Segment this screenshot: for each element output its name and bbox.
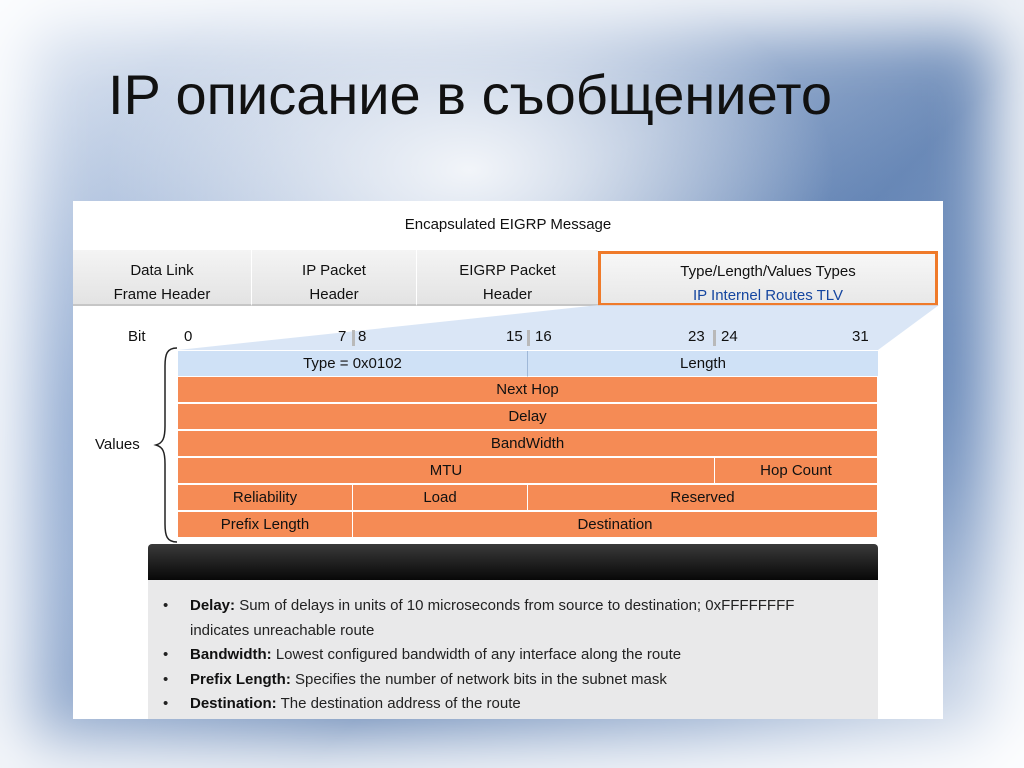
header-line: Header — [309, 286, 359, 303]
ip-packet-header — [251, 250, 416, 306]
values-label: Values — [95, 436, 140, 453]
eigrp-packet-header — [416, 250, 598, 306]
eigrp-diagram-panel — [73, 201, 943, 719]
field-hop-count: Hop Count — [715, 458, 878, 484]
field-delay: Delay — [178, 404, 878, 430]
bit-mark: 16 — [535, 328, 552, 345]
tlv-header-line: Type/Length/Values Types — [680, 263, 856, 280]
field-reliability: Reliability — [178, 485, 353, 511]
bit-mark: 7 — [338, 328, 347, 345]
bit-mark: 31 — [852, 328, 869, 345]
note-text: The destination address of the route — [276, 695, 521, 712]
note-text: Sum of delays in units of 10 microseconds from source to destination; 0xFFFFFFFF indicates unreachable route — [190, 597, 795, 639]
note-term: Destination: — [190, 695, 277, 712]
list-item — [190, 668, 830, 693]
list-item — [190, 692, 830, 717]
field-mtu: MTU — [178, 458, 715, 484]
list-item — [190, 643, 830, 668]
tlv-types-header — [598, 251, 938, 306]
diagram-caption: Encapsulated EIGRP Message — [404, 216, 612, 233]
bit-mark: 0 — [184, 328, 193, 345]
bit-mark: 8 — [358, 328, 367, 345]
header-line: Frame Header — [113, 286, 211, 303]
field-destination: Destination — [353, 512, 878, 538]
field-bandwidth: BandWidth — [178, 431, 878, 457]
data-link-header — [73, 250, 251, 306]
bit-mark: 23 — [688, 328, 705, 345]
bit-label: Bit — [128, 328, 146, 345]
note-text: Lowest configured bandwidth of any interface along the route — [271, 646, 682, 663]
notes-title-bar — [148, 544, 878, 580]
bit-tick — [713, 330, 716, 346]
note-term: Delay: — [190, 597, 236, 614]
field-next-hop: Next Hop — [178, 377, 878, 403]
header-line: IP Packet — [302, 262, 366, 279]
bit-mark: 15 — [506, 328, 523, 345]
field-prefix-length: Prefix Length — [178, 512, 353, 538]
field-reserved: Reserved — [528, 485, 878, 511]
tlv-header-line: IP Internel Routes TLV — [692, 287, 844, 304]
header-line: Header — [482, 286, 533, 303]
field-notes-box — [148, 544, 878, 719]
note-text: Specifies the number of network bits in the subnet mask — [290, 670, 667, 688]
bit-mark: 24 — [721, 328, 738, 345]
bit-tick — [352, 330, 355, 346]
notes-list — [148, 580, 878, 717]
list-item — [190, 594, 830, 643]
field-type: Type = 0x0102 — [178, 351, 528, 377]
bit-tick — [527, 330, 530, 346]
field-load: Load — [353, 485, 528, 511]
header-line: EIGRP Packet — [459, 262, 556, 279]
note-term: Prefix Length: — [190, 670, 291, 688]
note-term: Bandwidth: — [190, 646, 272, 663]
slide-title: IP описание в съобщението — [108, 63, 833, 126]
header-line: Data Link — [130, 262, 194, 279]
field-length: Length — [528, 351, 878, 377]
